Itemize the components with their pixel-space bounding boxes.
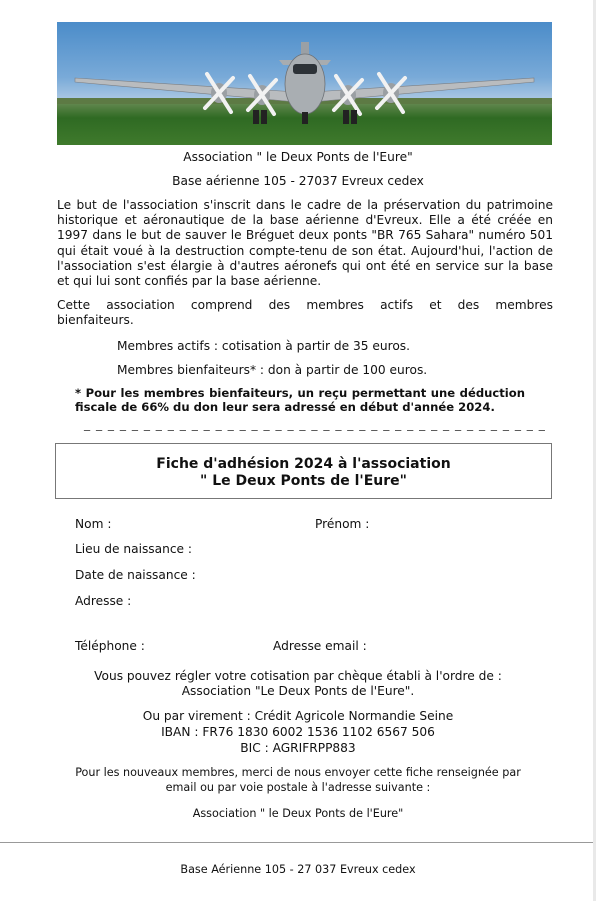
benefactor-rest: : don à partir de 100 euros. (256, 363, 428, 377)
cheque-line1: Vous pouvez régler votre cotisation par chèque établi à l'ordre de : (94, 669, 502, 683)
iban: IBAN : FR76 1830 6002 1536 1102 6567 506 (161, 725, 435, 739)
form-title-line1: Fiche d'adhésion 2024 à l'association (156, 456, 451, 472)
members-text: Cette association comprend des membres actifs et des membres bienfaiteurs. (57, 298, 553, 328)
closing-line1: Pour les nouveaux membres, merci de nous envoyer cette fiche renseignée par (75, 766, 521, 779)
footer-divider (0, 842, 596, 843)
active-members: Membres actifs : cotisation à partir de 35 euros. (117, 339, 411, 353)
benefactor-members (117, 363, 427, 377)
association-address: Base aérienne 105 - 27037 Evreux cedex (172, 174, 424, 188)
form-title-box (55, 443, 552, 499)
aircraft-photo (57, 22, 552, 145)
phone-label: Téléphone : (75, 639, 145, 653)
intro-paragraph: Le but de l'association s'inscrit dans le cadre de la préservation du patrimoine historique et aéronautique de la base aérienne d'Evreux. Elle a été créée en 1997 dans le but de sauver le Bréguet deux ponts "BR 765 Sahara" numéro 501 qui était voué à la destruction compte-tenu de son état. Aujourd'hui, l'action de l'association s'est élargie à d'autres aéronefs qui ont été en service sur la base et qui lui sont confiés par la base aérienne. (57, 198, 553, 289)
prenom-label: Prénom : (315, 517, 370, 531)
birthplace-label: Lieu de naissance : (75, 542, 193, 556)
closing-line2: email ou par voie postale à l'adresse suivante : (165, 781, 431, 794)
address-label: Adresse : (75, 594, 132, 608)
form-title-line2: " Le Deux Ponts de l'Eure" (200, 473, 407, 489)
nom-label: Nom : (75, 517, 112, 531)
transfer-line: Ou par virement : Crédit Agricole Normandie Seine (142, 709, 454, 723)
bic: BIC : AGRIFRPP883 (240, 741, 356, 755)
birthdate-label: Date de naissance : (75, 568, 196, 582)
email-label: Adresse email : (273, 639, 367, 653)
benefactor-label: Membres bienfaiteurs* (117, 363, 257, 377)
closing-association: Association " le Deux Ponts de l'Eure" (192, 807, 404, 820)
separator: _ _ _ _ _ _ _ _ _ _ _ _ _ _ _ _ _ _ _ _ _ _ _ _ _ _ _ _ _ _ _ _ _ _ _ _ _ _ _ (84, 417, 546, 431)
association-name: Association " le Deux Ponts de l'Eure" (183, 150, 413, 164)
tax-note: * Pour les membres bienfaiteurs, un reçu permettant une déduction fiscale de 66% du don leur sera adressé en début d'année 2024. (75, 386, 525, 414)
cheque-line2: Association "Le Deux Ponts de l'Eure". (181, 684, 415, 698)
footer-address: Base Aérienne 105 - 27 037 Evreux cedex (180, 863, 416, 876)
